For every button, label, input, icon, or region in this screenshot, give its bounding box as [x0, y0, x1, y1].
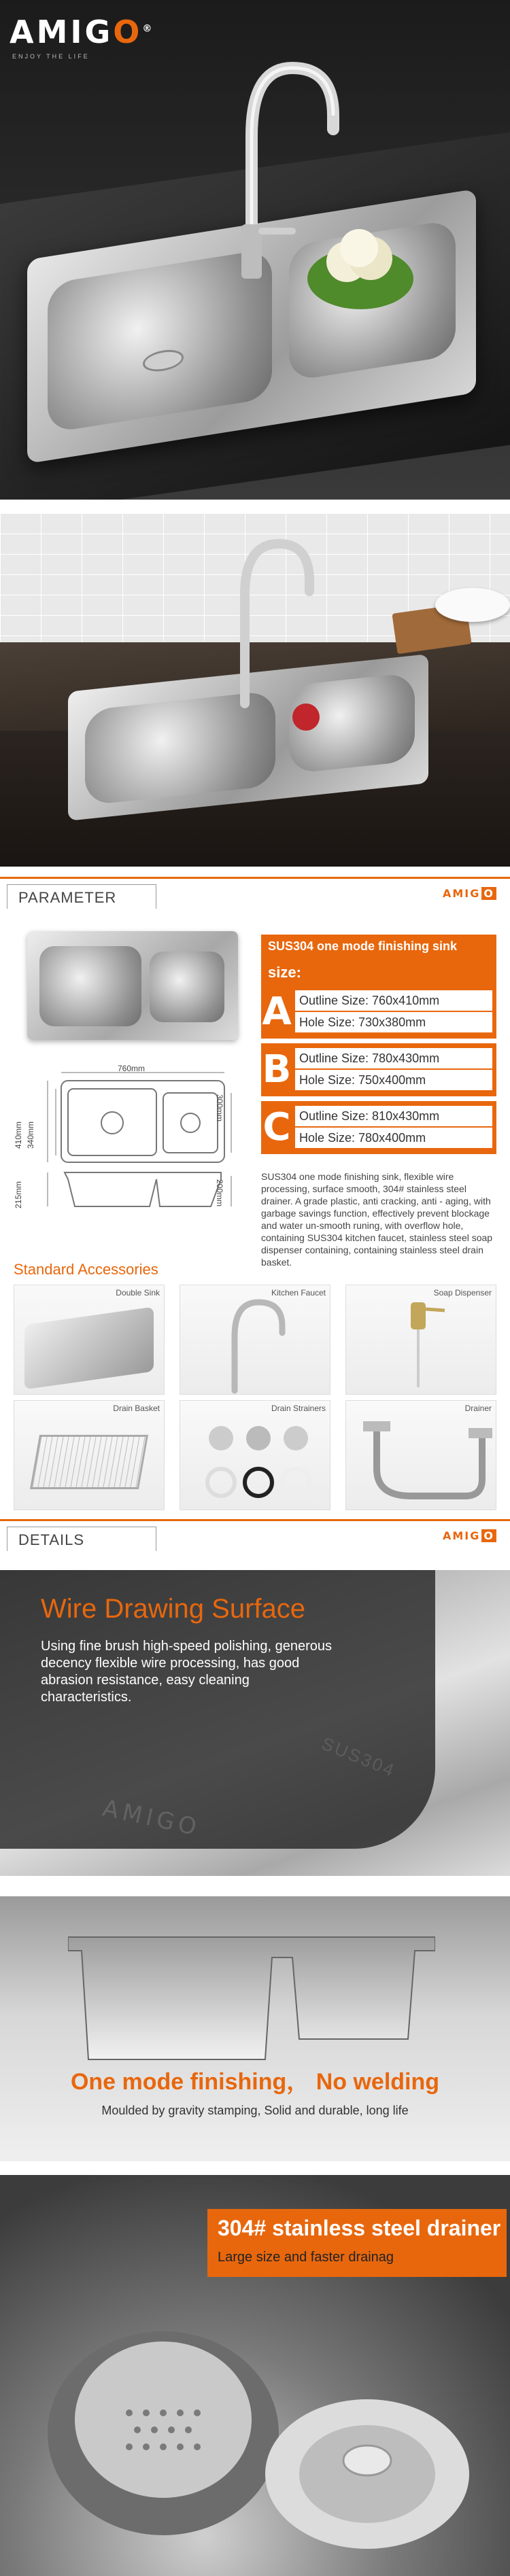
- accessories-title: Standard Accessories: [14, 1261, 158, 1278]
- accessory-drain-basket: [14, 1400, 165, 1510]
- cauliflower-icon: [306, 217, 415, 313]
- strainer-icon: [194, 1418, 323, 1506]
- accessory-label: Drainer: [464, 1404, 492, 1413]
- one-mode-finishing-detail: [0, 1896, 510, 2161]
- size-option-a: [261, 986, 496, 1039]
- hole-size: Hole Size: 780x400mm: [295, 1128, 492, 1148]
- faucet-icon: [214, 1295, 296, 1394]
- size-option-b: [261, 1043, 496, 1096]
- dim-width: 760mm: [118, 1064, 146, 1073]
- sink-cross-section: [68, 1924, 435, 2066]
- dim-depth-outer: 410mm: [14, 1121, 23, 1149]
- brand-tagline: ENJOY THE LIFE: [12, 53, 90, 60]
- size-letter: B: [262, 1047, 292, 1092]
- accessory-label: Kitchen Faucet: [271, 1288, 326, 1298]
- dimension-diagram: [14, 1060, 245, 1217]
- dim-bowl-depth: 300mm: [215, 1094, 224, 1122]
- brand-logo: AMIGO®: [10, 14, 155, 50]
- accessory-kitchen-faucet: [180, 1285, 330, 1395]
- soap-dispenser-icon: [387, 1295, 462, 1391]
- outline-size: Outline Size: 810x430mm: [295, 1106, 492, 1126]
- large-bowl: [39, 946, 141, 1026]
- size-option-c: [261, 1101, 496, 1154]
- details-tab: DETAILS: [7, 1527, 156, 1551]
- small-bowl: [150, 952, 224, 1022]
- accessory-double-sink: [14, 1285, 165, 1395]
- drainer-pipe-icon: [356, 1414, 492, 1506]
- faucet-icon: [224, 534, 320, 710]
- apple-icon: [292, 703, 320, 731]
- accessory-label: Drain Strainers: [271, 1404, 326, 1413]
- basket-icon: [30, 1435, 148, 1489]
- parameter-header: [0, 877, 510, 907]
- dim-bowl-height: 200mm: [215, 1179, 224, 1207]
- drainer-detail: [0, 2175, 510, 2576]
- accessory-drainer: [345, 1400, 496, 1510]
- size-letter: C: [262, 1105, 291, 1149]
- accessory-label: Double Sink: [116, 1288, 160, 1298]
- dim-height: 215mm: [14, 1181, 23, 1208]
- emboss-logo: AMIGO: [100, 1794, 203, 1842]
- sink-icon: [24, 1307, 154, 1390]
- size-letter: A: [262, 990, 292, 1034]
- emboss-grade: SUS304: [318, 1733, 399, 1781]
- wire-drawing-detail: [0, 1570, 510, 1876]
- parameter-tab: PARAMETER: [7, 884, 156, 909]
- hero-product-photo: [0, 0, 510, 500]
- strainer-basket-icon: [27, 2311, 490, 2569]
- hole-size: Hole Size: 750x400mm: [295, 1070, 492, 1090]
- product-title: SUS304 one mode finishing sink: [261, 935, 496, 959]
- outline-size: Outline Size: 760x410mm: [295, 990, 492, 1011]
- wire-title: Wire Drawing Surface: [41, 1594, 306, 1624]
- brand-logo: AMIG O: [443, 1529, 496, 1542]
- outline-size: Outline Size: 780x430mm: [295, 1048, 492, 1068]
- details-header: [0, 1519, 510, 1549]
- accessory-soap-dispenser: [345, 1285, 496, 1395]
- plate: [435, 588, 510, 622]
- brand-logo: AMIG O: [443, 887, 496, 900]
- finish-text: Moulded by gravity stamping, Solid and durable, long life: [101, 2104, 409, 2117]
- drainer-title: 304# stainless steel drainer: [218, 2216, 501, 2240]
- finish-title: One mode finishing， No welding: [70, 2069, 440, 2095]
- drainer-text: Large size and faster drainag: [218, 2250, 394, 2265]
- hole-size: Hole Size: 730x380mm: [295, 1012, 492, 1032]
- wire-text: Using fine brush high-speed polishing, generous decency flexible wire processing, has good abrasion resistance, easy cleaning characteristics.: [41, 1639, 333, 1705]
- accessory-drain-strainers: [180, 1400, 330, 1510]
- size-label: size:: [268, 964, 301, 981]
- accessory-label: Drain Basket: [113, 1404, 160, 1413]
- accessory-label: Soap Dispenser: [433, 1288, 492, 1298]
- sink-top-view-photo: [27, 931, 238, 1040]
- kitchen-scene-photo: [0, 513, 510, 867]
- product-description: SUS304 one mode finishing sink, flexible wire processing, surface smooth, 304# stainless steel drainer. A grade plastic, anti cracking, anti - aging, with garbage savings function, effectively prevent blockage and water un-smooth runing, with overflow hole, containing SUS304 kitchen faucet, stainless steel soap dispenser containing, containing stainless steel drain basket.: [261, 1171, 493, 1268]
- dim-depth-inner: 340mm: [26, 1121, 35, 1149]
